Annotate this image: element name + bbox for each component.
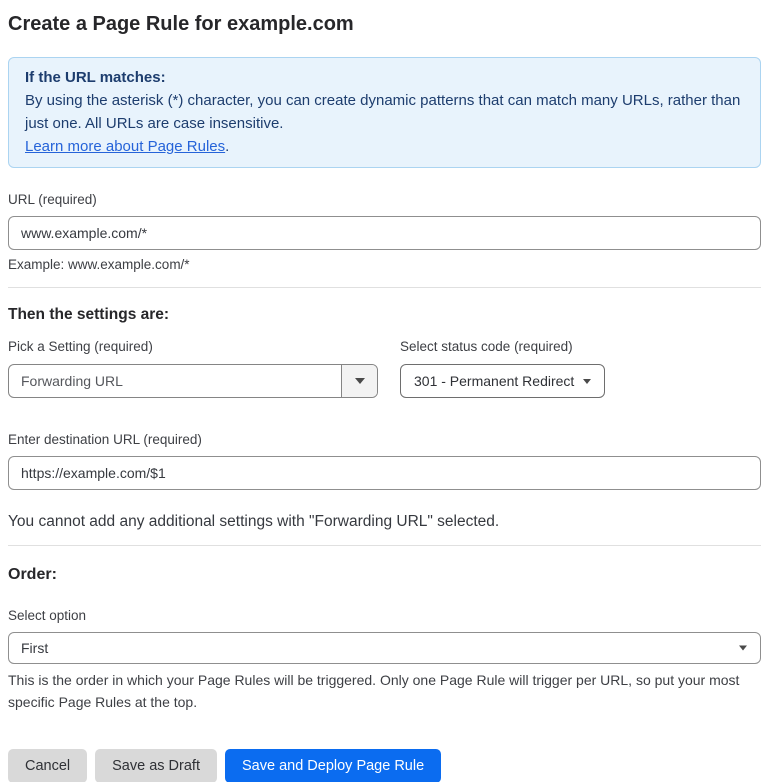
chevron-down-icon: [739, 646, 747, 651]
info-box-heading: If the URL matches:: [25, 69, 166, 86]
form-actions: [8, 749, 761, 782]
pick-setting-select[interactable]: [8, 364, 378, 398]
info-box-body: By using the asterisk (*) character, you can create dynamic patterns that can match many URLs, rather than just one. All URLs are case insensitive.: [25, 92, 741, 132]
url-example-helper: Example: www.example.com/*: [8, 257, 190, 272]
pick-setting-column: [8, 339, 378, 398]
pick-setting-dropdown-button[interactable]: [341, 365, 377, 397]
pick-setting-label: Pick a Setting (required): [8, 339, 153, 354]
pick-setting-value: Forwarding URL: [21, 373, 123, 389]
order-select-label: Select option: [8, 608, 87, 623]
learn-more-link[interactable]: Learn more about Page Rules: [25, 138, 226, 155]
destination-url-input[interactable]: [8, 456, 761, 490]
section-divider: [8, 287, 761, 288]
status-code-column: [400, 339, 605, 398]
url-label: URL (required): [8, 192, 97, 207]
settings-row: [8, 339, 761, 398]
status-code-label: Select status code (required): [400, 339, 573, 354]
order-section-heading: Order:: [8, 566, 57, 583]
section-divider: [8, 545, 761, 546]
url-input[interactable]: [8, 216, 761, 250]
link-period: .: [225, 138, 230, 155]
settings-section-heading: Then the settings are:: [8, 306, 170, 323]
page-title: Create a Page Rule for example.com: [8, 13, 354, 35]
order-select[interactable]: [8, 632, 761, 664]
chevron-down-icon: [355, 378, 365, 384]
save-and-deploy-button[interactable]: Save and Deploy Page Rule: [225, 749, 441, 782]
save-as-draft-button[interactable]: Save as Draft: [95, 749, 217, 782]
status-code-value: 301 - Permanent Redirect: [414, 373, 575, 389]
order-select-value: First: [21, 640, 49, 656]
destination-url-label: Enter destination URL (required): [8, 432, 202, 447]
forwarding-url-note: You cannot add any additional settings with "Forwarding URL" selected.: [8, 513, 500, 530]
cancel-button[interactable]: Cancel: [8, 749, 87, 782]
info-box-link-line: [25, 135, 744, 158]
create-page-rule-form: [0, 13, 769, 782]
status-code-select[interactable]: [400, 364, 605, 398]
url-matches-info-box: [8, 57, 761, 168]
order-helper-text: This is the order in which your Page Rules will be triggered. Only one Page Rule will trigger per URL, so put your most specific Page Rules at the top.: [8, 672, 740, 710]
chevron-down-icon: [583, 379, 591, 384]
